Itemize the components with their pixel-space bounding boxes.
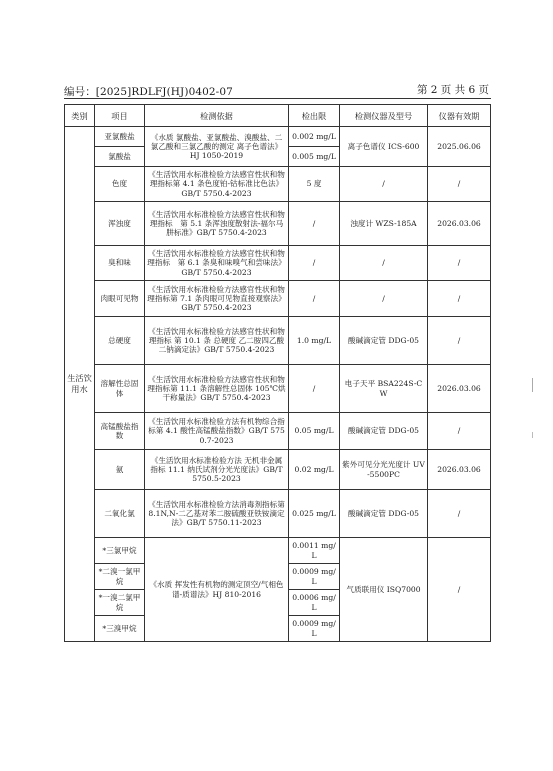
limit-cell: 0.025 mg/L [289,490,340,538]
limit-cell: 0.0011 mg/L [289,538,340,564]
validity-cell: / [428,538,491,642]
validity-cell: / [428,413,491,450]
instrument-cell: 电子天平 BSA224S-CW [340,365,428,413]
basis-cell: 《生活饮用水标准检验方法 无机非金属指标 11.1 纳氏试剂分光光度法》GB/T 5750.5-2023 [145,450,289,490]
col-header-limit: 检出限 [289,105,340,127]
instrument-cell: 酸碱滴定管 DDG-05 [340,413,428,450]
basis-cell: 《生活饮用水标准检验方法感官性状和物理指标 第 10.1 条 总硬度 乙二胺四乙酸二钠滴定法》GB/T 5750.4-2023 [145,317,289,365]
table-row [65,490,491,538]
margin-mark [532,432,533,438]
item-cell: *二溴一氯甲烷 [95,564,145,590]
basis-cell: 《水质 挥发性有机物的测定顶空/气相色谱-质谱法》HJ 810-2016 [145,538,289,642]
category-label: 生活饮用水 [67,373,92,394]
validity-cell: / [428,167,491,202]
basis-cell: 《生活饮用水标准检验方法感官性状和物理指标第 4.1 条色度铂-钴标准比色法》GB/T 5750.4-2023 [145,167,289,202]
instrument-cell: / [340,167,428,202]
table-row [65,167,491,202]
validity-cell: / [428,281,491,317]
item-cell: 氨 [95,450,145,490]
limit-cell: / [289,281,340,317]
col-header-category: 类别 [65,105,95,127]
item-cell: 氯酸盐 [95,147,145,167]
item-cell: 亚氯酸盐 [95,127,145,147]
limit-cell: 1.0 mg/L [289,317,340,365]
limit-cell: 0.0006 mg/L [289,590,340,616]
limit-cell: 0.002 mg/L [289,127,340,147]
basis-cell: 《生活饮用水标准检验方法有机物综合指标第 4.1 酸性高锰酸盐指数》GB/T 5750.7-2023 [145,413,289,450]
table-row [65,538,491,564]
item-cell: 臭和味 [95,246,145,281]
col-header-item: 项目 [95,105,145,127]
item-cell: 浑浊度 [95,202,145,246]
page-info: 第 2 页 共 6 页 [416,84,489,96]
table-row [65,281,491,317]
basis-cell: 《生活饮用水标准检验方法感官性状和物理指标第 7.1 条肉眼可见物直接观察法》GB/T 5750.4-2023 [145,281,289,317]
limit-cell: / [289,246,340,281]
limit-cell: 0.0009 mg/L [289,564,340,590]
limit-cell: 5 度 [289,167,340,202]
limit-cell: 0.0009 mg/L [289,616,340,642]
item-cell: *一溴二氯甲烷 [95,590,145,616]
table-header-row [65,105,491,127]
basis-cell: 《生活饮用水标准检验方法感官性状和物理指标 第 5.1 条浑浊度散射法-福尔马肼标准》GB/T 5750.4-2023 [145,202,289,246]
validity-cell: 2026.03.06 [428,450,491,490]
margin-mark [532,378,533,392]
validity-cell: / [428,490,491,538]
instrument-cell: 气质联用仪 ISQ7000 [340,538,428,642]
table-row [65,317,491,365]
instrument-cell: 酸碱滴定管 DDG-05 [340,490,428,538]
item-cell: 溶解性总固体 [95,365,145,413]
validity-cell: 2026.03.06 [428,202,491,246]
validity-cell: 2026.03.06 [428,365,491,413]
instrument-cell: / [340,281,428,317]
item-cell: 色度 [95,167,145,202]
basis-cell: 《水质 氯酸盐、亚氯酸盐、溴酸盐、二氯乙酸和三氯乙酸的测定 离子色谱法》 HJ 1050-2019 [145,127,289,167]
instrument-cell: 浊度计 WZS-185A [340,202,428,246]
limit-cell: 0.005 mg/L [289,147,340,167]
detection-methods-table [64,104,491,642]
col-header-validity: 仪器有效期 [428,105,491,127]
limit-cell: / [289,202,340,246]
validity-cell: 2025.06.06 [428,127,491,167]
basis-cell: 《生活饮用水标准检验方法消毒剂指标第 8.1N,N-二乙基对苯二胺硫酸亚铁铵滴定法》GB/T 5750.11-2023 [145,490,289,538]
table-row [65,202,491,246]
limit-cell: / [289,365,340,413]
limit-cell: 0.02 mg/L [289,450,340,490]
basis-cell: 《生活饮用水标准检验方法感官性状和物理指标第 11.1 条溶解性总固体 105℃烘干称量法》GB/T 5750.4-2023 [145,365,289,413]
item-cell: 总硬度 [95,317,145,365]
report-number: 编号：[2025]RDLFJ(HJ)0402-07 [64,86,233,98]
item-cell: 二氧化氯 [95,490,145,538]
table-row [65,127,491,147]
item-cell: *三溴甲烷 [95,616,145,642]
header-rule [64,98,491,99]
item-cell: *三氯甲烷 [95,538,145,564]
instrument-cell: / [340,246,428,281]
item-cell: 肉眼可见物 [95,281,145,317]
table-row [65,413,491,450]
table-row [65,450,491,490]
limit-cell: 0.05 mg/L [289,413,340,450]
instrument-cell: 酸碱滴定管 DDG-05 [340,317,428,365]
basis-cell: 《生活饮用水标准检验方法感官性状和物理指标 第 6.1 条臭和味嗅气和尝味法》GB/T 5750.4-2023 [145,246,289,281]
table-row [65,246,491,281]
validity-cell: / [428,317,491,365]
instrument-cell: 离子色谱仪 ICS-600 [340,127,428,167]
table-row [65,365,491,413]
category-cell [65,127,95,642]
instrument-cell: 紫外可见分光光度计 UV-5500PC [340,450,428,490]
validity-cell: / [428,246,491,281]
item-cell: 高锰酸盐指数 [95,413,145,450]
col-header-instrument: 检测仪器及型号 [340,105,428,127]
col-header-basis: 检测依据 [145,105,289,127]
